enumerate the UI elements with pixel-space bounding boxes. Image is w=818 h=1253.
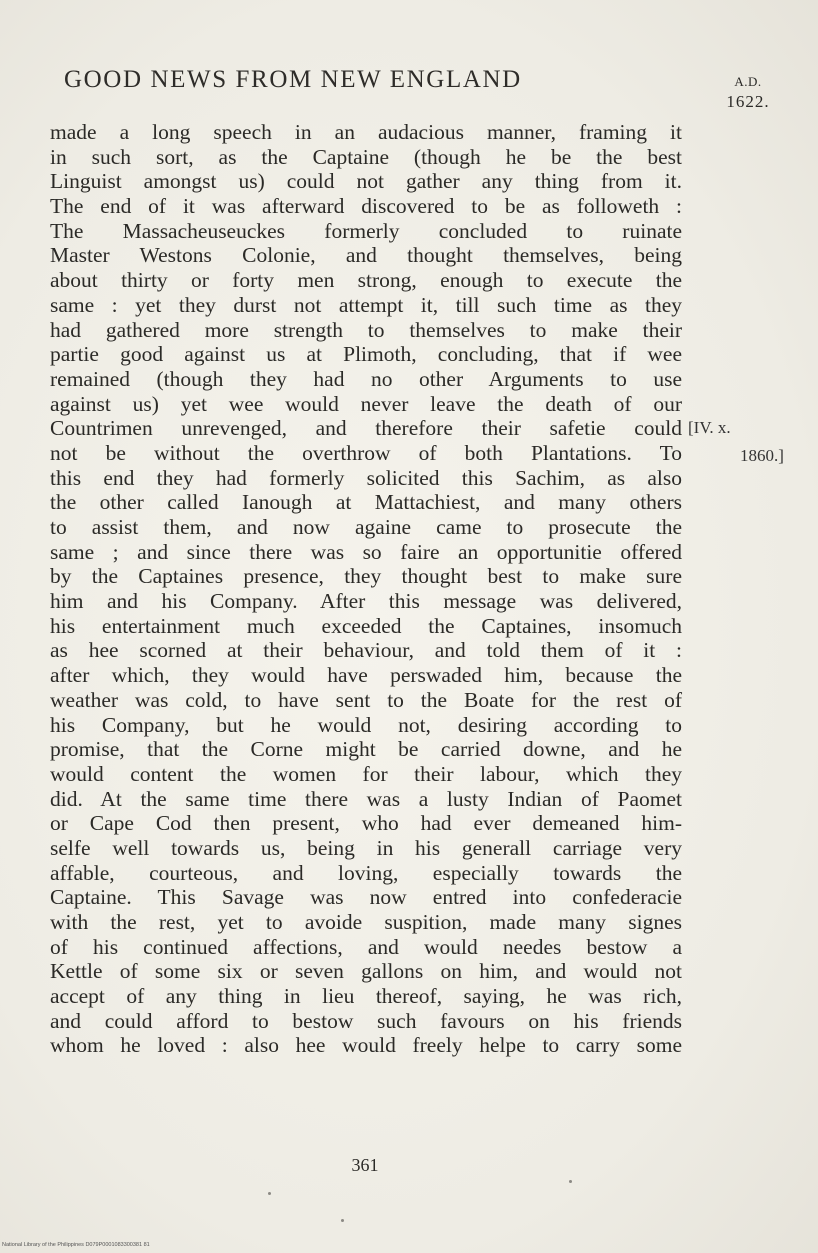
margin-reference — [688, 414, 788, 470]
text-line: of his continued affections, and would needes bestow a — [50, 934, 682, 959]
text-line: The Massacheuseuckes formerly concluded to ruinate — [50, 218, 682, 243]
text-line: after which, they would have perswaded him, because the — [50, 663, 682, 688]
text-line: Linguist amongst us) could not gather any thing from it. — [50, 169, 682, 194]
margin-date — [718, 72, 778, 112]
text-line: The end of it was afterward discovered to be as followeth : — [50, 194, 682, 219]
scan-speck — [341, 1219, 344, 1222]
text-line: whom he loved : also hee would freely helpe to carry some — [50, 1033, 682, 1058]
text-line: with the rest, yet to avoide suspition, made many signes — [50, 910, 682, 934]
text-line: Countrimen unrevenged, and therefore their safetie could — [50, 416, 682, 441]
text-line: against us) yet wee would never leave the death of our — [50, 391, 682, 416]
text-line: not be without the overthrow of both Plantations. To — [50, 440, 682, 465]
text-line: by the Captaines presence, they thought best to make sure — [50, 564, 682, 589]
margin-reference-page: 1860.] — [740, 446, 784, 465]
scan-speck — [569, 1180, 572, 1183]
text-line: accept of any thing in lieu thereof, saying, he was rich, — [50, 984, 682, 1009]
text-line: this end they had formerly solicited this Sachim, as also — [50, 465, 682, 490]
text-line: remained (though they had no other Arguments to use — [50, 366, 682, 391]
text-line: in such sort, as the Captaine (though he be the best — [50, 144, 682, 169]
text-line: Master Westons Colonie, and thought themselves, being — [50, 243, 682, 268]
text-line: same ; and since there was so faire an opportunitie offered — [50, 539, 682, 564]
text-line: weather was cold, to have sent to the Boate for the rest of — [50, 687, 682, 712]
text-line: would content the women for their labour, which they — [50, 761, 682, 786]
margin-reference-volume: [IV. x. — [688, 418, 731, 437]
text-line: him and his Company. After this message was delivered, — [50, 589, 682, 614]
text-line: had gathered more strength to themselves to make their — [50, 317, 682, 342]
text-line: partie good against us at Plimoth, concluding, that if wee — [50, 342, 682, 367]
text-line: made a long speech in an audacious manner, framing it — [50, 120, 682, 144]
text-line: his entertainment much exceeded the Captaines, insomuch — [50, 613, 682, 638]
text-line: and could afford to bestow such favours on his friends — [50, 1008, 682, 1033]
text-line: Captaine. This Savage was now entred into confederacie — [50, 885, 682, 910]
text-line: did. At the same time there was a lusty Indian of Paomet — [50, 786, 682, 811]
text-line: same : yet they durst not attempt it, till such time as they — [50, 292, 682, 317]
text-line: Kettle of some six or seven gallons on him, and would not — [50, 959, 682, 984]
scan-credit-footer: National Library of the Philippines D079P0001083300381 81 — [2, 1242, 150, 1248]
margin-date-year: 1622. — [726, 92, 770, 111]
text-line: the other called Ianough at Mattachiest, and many others — [50, 490, 682, 515]
margin-date-label: A.D. — [734, 74, 762, 89]
running-head-title: GOOD NEWS FROM NEW ENGLAND — [64, 66, 522, 93]
scan-speck — [268, 1192, 271, 1195]
page-number: 361 — [351, 1155, 379, 1175]
body-text — [50, 120, 682, 1058]
text-line: promise, that the Corne might be carried downe, and he — [50, 737, 682, 762]
text-line: affable, courteous, and loving, especially towards the — [50, 860, 682, 885]
text-line: or Cape Cod then present, who had ever demeaned him- — [50, 811, 682, 836]
text-line: to assist them, and now againe came to prosecute the — [50, 515, 682, 539]
text-line: selfe well towards us, being in his generall carriage very — [50, 835, 682, 860]
text-line: his Company, but he would not, desiring according to — [50, 712, 682, 737]
text-line: about thirty or forty men strong, enough to execute the — [50, 268, 682, 293]
text-line: as hee scorned at their behaviour, and told them of it : — [50, 638, 682, 663]
